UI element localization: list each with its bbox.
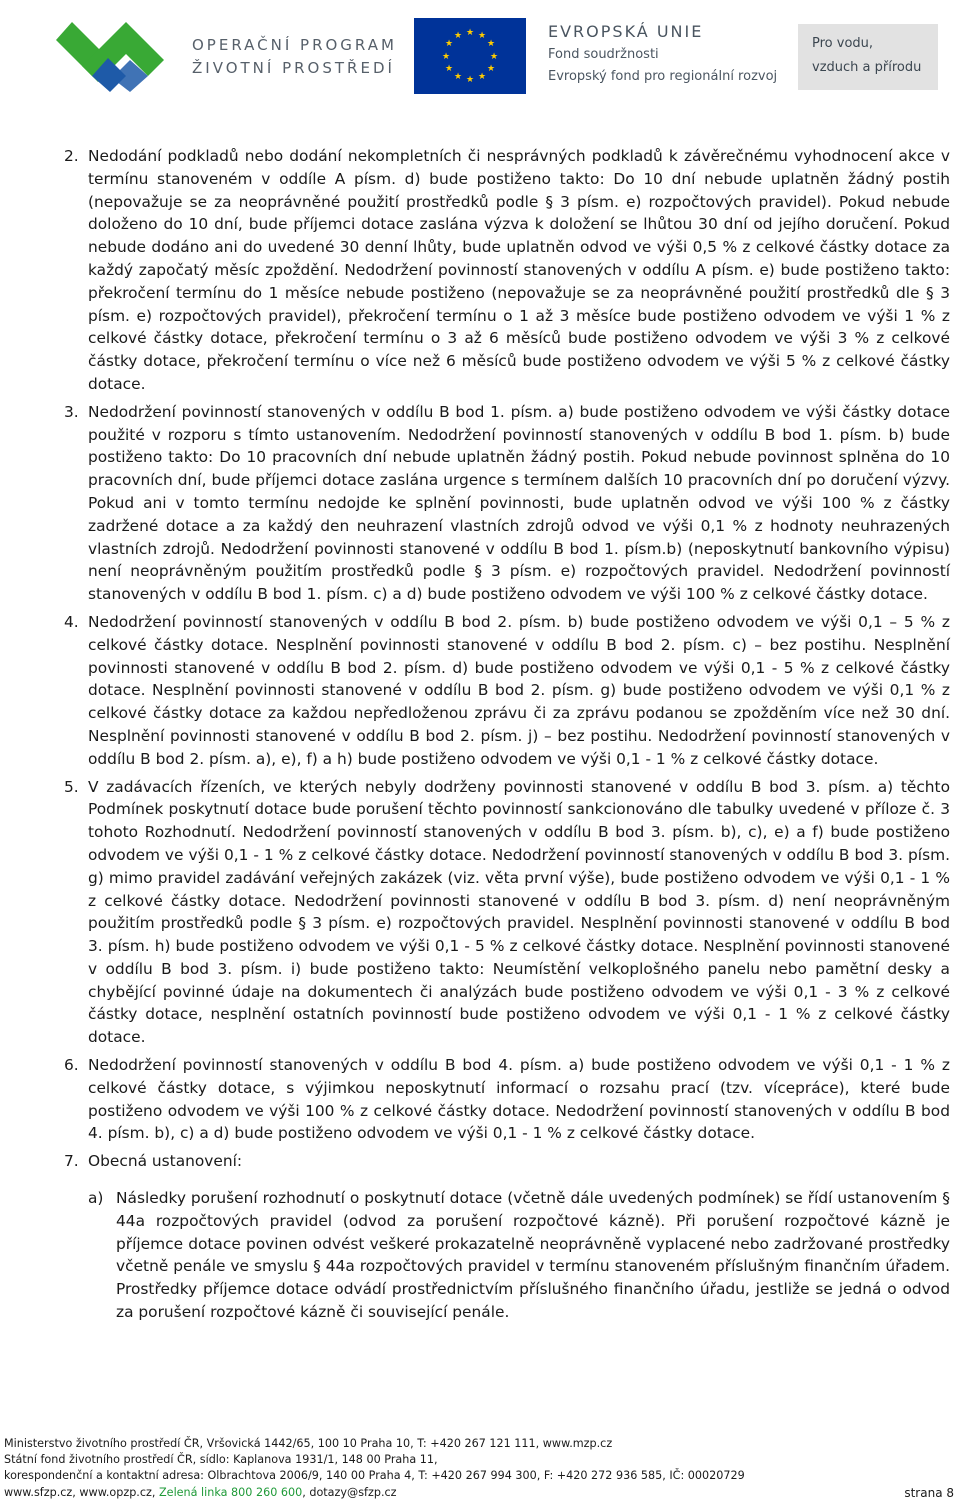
list-item bbox=[64, 145, 950, 396]
svg-text:★: ★ bbox=[486, 64, 496, 74]
svg-text:★: ★ bbox=[489, 52, 499, 62]
page-header bbox=[0, 0, 960, 112]
sub-list-item bbox=[88, 1187, 950, 1324]
item-number: 6. bbox=[64, 1056, 79, 1075]
document-body bbox=[64, 145, 950, 1324]
item-number: 4. bbox=[64, 612, 79, 631]
slogan-line-1: Pro vodu, bbox=[812, 36, 874, 51]
footer-line-2: Státní fond životního prostředí ČR, sídlo: Kaplanova 1931/1, 148 00 Praha 11, bbox=[4, 1453, 438, 1467]
op-zp-logo-icon bbox=[52, 18, 168, 92]
item-number: 2. bbox=[64, 147, 79, 165]
svg-text:★: ★ bbox=[465, 75, 475, 85]
program-line-2: ŽIVOTNÍ PROSTŘEDÍ bbox=[192, 59, 395, 77]
item-text: Obecná ustanovení: bbox=[88, 1152, 243, 1171]
footer-line-4 bbox=[4, 1485, 958, 1501]
svg-text:★: ★ bbox=[441, 52, 451, 62]
eu-title: EVROPSKÁ UNIE bbox=[548, 22, 704, 41]
eu-flag-icon bbox=[414, 18, 526, 94]
item-text: Nedodání podkladů nebo dodání nekompletních či nesprávných podkladů k závěrečnému vyhodnocení akce v termínu stanoveném v oddíle A písm. d) bude postiženo takto: Do 10 dní nebude uplatněn žádný postih (nepovažuje se za neoprávněné použití prostředků podle § 3 písm. e) rozpočtových pravidel). Pokud nebude doloženo do 10 dní, bude příjemci dotace zaslána výzva k doložení se lhůtou 30 dní od jejího doručení. Pokud nebude dodáno ani do uvedené 30 denní lhůty, bude uplatněn odvod ve výši 0,5 % z celkové částky dotace za každý započatý měsíc zpoždění. Nedodržení povinností stanovených v oddílu A písm. e) bude postiženo takto: překročení termínu do 1 měsíce nebude postiženo (nepovažuje se za neoprávněné použití prostředků dle § 3 písm. e) rozpočtových pravidel), překročení termínu o 1 až 3 měsíce bude postiženo odvodem ve výši 1 % z celkové částky dotace, překročení termínu o 3 až 6 měsíců bude postiženo odvodem ve výši 3 % z celkové částky dotace, překročení termínu o více než 6 měsíců bude postiženo odvodem ve výši 5 % z celkové částky dotace. bbox=[88, 147, 950, 393]
page-footer bbox=[4, 1436, 958, 1501]
item-number: 5. bbox=[64, 777, 79, 796]
list-item bbox=[64, 776, 950, 1050]
slogan-box bbox=[798, 24, 938, 90]
footer-line-3: korespondenční a kontaktní adresa: Olbrachtova 2006/9, 140 00 Praha 4, T: +420 267 994 300, F: +420 272 936 585, IČ: 00020729 bbox=[4, 1469, 745, 1483]
list-item bbox=[64, 1150, 950, 1173]
eu-funding-text bbox=[548, 20, 777, 88]
svg-text:★: ★ bbox=[465, 28, 475, 38]
svg-text:★: ★ bbox=[444, 64, 454, 74]
footer-websites[interactable]: www.sfzp.cz, www.opzp.cz, bbox=[4, 1485, 160, 1499]
item-text: Nedodržení povinností stanovených v oddílu B bod 2. písm. b) bude postiženo odvodem ve výši 0,1 – 5 % z celkové částky dotace. Nesplnění povinnosti stanovené v oddílu B bod 2. písm. c) – bez postihu. Nesplnění povinnosti stanovené v oddílu B bod 2. písm. d) bude postiženo odvodem ve výši 0,1 - 5 % z celkové částky dotace. Nesplnění povinnosti stanovené v oddílu B bod 2. písm. g) bude postiženo odvodem ve výši 0,1 % z celkové částky dotace za každou nepředloženou zprávu či za zprávu podanou se zpožděním více než 30 dní. Nesplnění povinnosti stanovené v oddílu B bod 2. písm. j) – bez postihu. Nedodržení povinností stanovených v oddílu B bod 2. písm. a), e), f) a h) bude postiženo odvodem ve výši 0,1 - 1 % z celkové částky dotace. bbox=[88, 612, 950, 768]
program-line-1: OPERAČNÍ PROGRAM bbox=[192, 36, 397, 54]
svg-text:★: ★ bbox=[453, 31, 463, 41]
item-text: Nedodržení povinností stanovených v oddílu B bod 1. písm. a) bude postiženo odvodem ve výši částky dotace použité v rozporu s tímto ustanovením. Nedodržení povinností stanovených v oddílu B bod 1. písm. b) bude postiženo takto: Do 10 pracovních dní nebude uplatněn žádný postih. Pokud nebude povinnost splněna do 10 pracovních dní, bude příjemci dotace zaslána urgence s termínem dalších 10 pracovních dní po doručení výzvy. Pokud ani v tomto termínu nedojde ke splnění povinnosti, bude uplatněn odvod ve výši 100 % z částky zadržené dotace a za každý den neuhrazení vlastních zdrojů odvod ve výši 0,1 % z hodnoty neuhrazených vlastních zdrojů. Nedodržení povinnosti stanovené v oddílu B bod 1. písm.b) (neposkytnutí bankovního výpisu) není neoprávněným použitím prostředků podle § 3 písm. e) rozpočtových pravidel. Nedodržení povinností stanovených v oddílu B bod 1. písm. c) a d) bude postiženo odvodem ve výši 100 % z celkové částky dotace. bbox=[88, 402, 950, 604]
green-line-phone: Zelená linka 800 260 600 bbox=[159, 1485, 303, 1499]
list-item bbox=[64, 1054, 950, 1145]
item-text: Nedodržení povinností stanovených v oddílu B bod 4. písm. a) bude postiženo odvodem ve výši 0,1 - 1 % z celkové částky dotace, s výjimkou neposkytnutí informací o rozsahu prací (tzv. vícepráce), které bude postiženo odvodem ve výši 100 % z celkové částky dotace. Nedodržení povinností stanovených v oddílu B bod 4. písm. b), c) a d) bude postiženo odvodem ve výši 0,1 - 1 % z celkové částky dotace. bbox=[88, 1056, 950, 1143]
program-name bbox=[192, 34, 397, 80]
svg-text:★: ★ bbox=[477, 72, 487, 82]
sub-item-label: a) bbox=[88, 1189, 104, 1208]
eu-fund-1: Fond soudržnosti bbox=[548, 47, 659, 62]
item-number: 7. bbox=[64, 1152, 79, 1171]
svg-text:★: ★ bbox=[453, 72, 463, 82]
page-number: strana 8 bbox=[904, 1485, 954, 1500]
item-text: V zadávacích řízeních, ve kterých nebyly dodrženy povinnosti stanovené v oddílu B bod 3. písm. a) těchto Podmínek poskytnutí dotace bude porušení těchto povinností sankcionováno dle tabulky uvedené v příloze č. 3 tohoto Rozhodnutí. Nedodržení povinností stanovených v oddílu B bod 3. písm. b), c), e) a f) bude postiženo odvodem ve výši 0,1 - 1 % z celkové částky dotace. Nedodržení povinností stanovených v oddílu B bod 3. písm. g) mimo pravidel zadávání veřejných zakázek (viz. věta první výše), bude postiženo odvodem ve výši 0,1 - 1 % z celkové částky dotace. Nedodržení povinnosti stanovené v oddílu B bod 3. písm. d) není neoprávněným použitím prostředků podle § 3 písm. e) rozpočtových pravidel. Nesplnění povinnosti stanovené v oddílu B bod 3. písm. h) bude postiženo odvodem ve výši 0,1 - 5 % z celkové částky dotace. Nesplnění povinnosti stanovené v oddílu B bod 3. písm. i) bude postiženo takto: Neumístění velkoplošného panelu nebo pamětní desky a chybějící povinné údaje na dokumentech či analýzách bude postiženo odvodem ve výši 0,1 - 3 % z celkové částky dotace, nesplnění ostatních povinností bude postiženo odvodem ve výši 0,1 - 1 % z celkové částky dotace. bbox=[88, 777, 950, 1047]
eu-fund-2: Evropský fond pro regionální rozvoj bbox=[548, 69, 778, 84]
footer-email[interactable]: , dotazy@sfzp.cz bbox=[302, 1485, 397, 1499]
svg-text:★: ★ bbox=[477, 31, 487, 41]
footer-line-1: Ministerstvo životního prostředí ČR, Vršovická 1442/65, 100 10 Praha 10, T: +420 267 121 111, www.mzp.cz bbox=[4, 1437, 613, 1450]
svg-text:★: ★ bbox=[486, 39, 496, 49]
slogan-line-2: vzduch a přírodu bbox=[812, 60, 922, 75]
item-number: 3. bbox=[64, 402, 79, 421]
svg-text:★: ★ bbox=[444, 39, 454, 49]
sub-item-text: Následky porušení rozhodnutí o poskytnutí dotace (včetně dále uvedených podmínek) se řídí ustanovením § 44a rozpočtových pravidel (odvod za porušení rozpočtové kázně). Při porušení rozpočtové kázně je příjemce dotace povinen odvést veškeré prokazatelně neoprávněně vyplacené nebo zadržované prostředky včetně penále ve smyslu § 44a rozpočtových pravidel v termínu stanoveném příslušným finančním úřadem. Prostředky příjemce dotace odvádí prostřednictvím příslušného finančního úřadu, jestliže se jedná o odvod za porušení rozpočtové kázně či související penále. bbox=[116, 1189, 950, 1322]
list-item bbox=[64, 611, 950, 771]
list-item bbox=[64, 401, 950, 606]
